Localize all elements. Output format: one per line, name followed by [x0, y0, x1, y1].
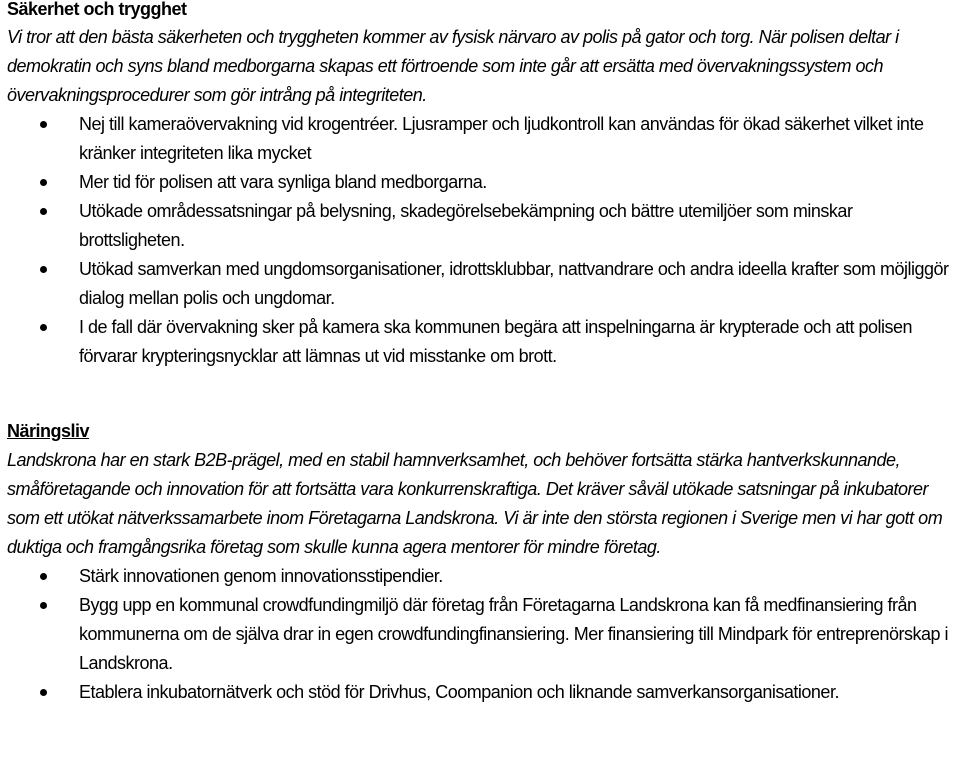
- list-item: [7, 678, 960, 707]
- bullet-icon: [40, 121, 47, 128]
- section-intro: Landskrona har en stark B2B-prägel, med en stabil hamnverksamhet, och behöver fortsätta stärka hantverkskunnande, småföretagande och innovation för att fortsätta vara konkurrenskraftiga. Det kräver såväl utökade satsningar på inkubatorer som ett utökat nätverkssamarbete inom Företagarna Landskrona. Vi är inte den största regionen i Sverige men vi har gott om duktiga och framgångsrika företag som skulle kunna agera mentorer för mindre företag.: [7, 450, 943, 557]
- list-item-text: Utökade områdessatsningar på belysning, skadegörelsebekämpning och bättre utemiljöer som minskar brottsligheten.: [79, 201, 853, 250]
- list-item-text: Etablera inkubatornätverk och stöd för Drivhus, Coompanion och liknande samverkansorganisationer.: [79, 682, 839, 702]
- list-item: [7, 591, 960, 678]
- list-item-text: Nej till kameraövervakning vid krogentréer. Ljusramper och ljudkontroll kan användas för ökad säkerhet vilket inte kränker integriteten lika mycket: [79, 114, 924, 163]
- bullet-icon: [40, 179, 47, 186]
- list-item-text: Utökad samverkan med ungdomsorganisationer, idrottsklubbar, nattvandrare och andra ideella krafter som möjliggör dialog mellan polis och ungdomar.: [79, 259, 949, 308]
- section-sakerhet: [7, 0, 960, 371]
- bullet-icon: [40, 208, 47, 215]
- bullet-icon: [40, 602, 47, 609]
- section-naringsliv: [7, 417, 960, 707]
- list-item-text: I de fall där övervakning sker på kamera ska kommunen begära att inspelningarna är krypterade och att polisen förvarar krypteringsnycklar att lämnas ut vid misstanke om brott.: [79, 317, 912, 366]
- list-item: [7, 110, 960, 168]
- bullet-icon: [40, 266, 47, 273]
- list-item: [7, 562, 960, 591]
- bullet-icon: [40, 324, 47, 331]
- section-spacer: [7, 371, 960, 417]
- bullet-icon: [40, 573, 47, 580]
- bullet-list: [7, 110, 960, 371]
- section-heading: Näringsliv: [7, 421, 90, 441]
- bullet-list: [7, 562, 960, 707]
- list-item-text: Bygg upp en kommunal crowdfundingmiljö där företag från Företagarna Landskrona kan få medfinansiering från kommunerna om de själva drar in egen crowdfundingfinansiering. Mer finansiering till Mindpark för entreprenörskap i Landskrona.: [79, 595, 948, 673]
- section-heading: Säkerhet och trygghet: [7, 0, 187, 19]
- section-intro: Vi tror att den bästa säkerheten och tryggheten kommer av fysisk närvaro av polis på gator och torg. När polisen deltar i demokratin och syns bland medborgarna skapas ett förtroende som inte går att ersätta med övervakningssystem och övervakningsprocedurer som gör intrång på integriteten.: [7, 27, 899, 105]
- list-item-text: Mer tid för polisen att vara synliga bland medborgarna.: [79, 172, 487, 192]
- list-item: [7, 197, 960, 255]
- list-item: [7, 313, 960, 371]
- list-item: [7, 168, 960, 197]
- list-item: [7, 255, 960, 313]
- list-item-text: Stärk innovationen genom innovationsstipendier.: [79, 566, 443, 586]
- bullet-icon: [40, 689, 47, 696]
